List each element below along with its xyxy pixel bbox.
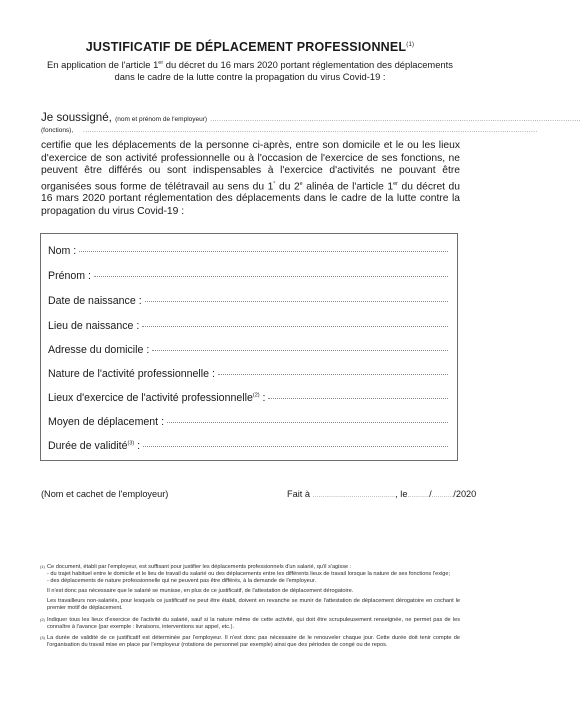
field-lieux-exercice[interactable]	[48, 392, 448, 404]
field-note-ref: (2)	[252, 392, 260, 399]
footnote-number: (2)	[40, 616, 45, 622]
field-label-text: Lieux d'exercice de l'activité professionnelle	[48, 392, 253, 404]
declarant-label: Je soussigné,	[41, 111, 112, 124]
fonctions-line	[41, 127, 538, 134]
certification-paragraph	[41, 140, 460, 218]
title-text: JUSTIFICATIF DE DÉPLACEMENT PROFESSIONNEL	[85, 40, 407, 54]
field-nature-activite[interactable]	[48, 368, 448, 380]
year-label: /2020	[453, 489, 477, 499]
footnote-text: Indiquer tous les lieux d'exercice de l'activité du salarié, sauf si la nature même de cette activité, qui doit être scrupuleusement renseignée, ne permet pas de les connaître à l'avance (par exemple : livraisons, interventions sur appel, etc.).	[47, 616, 460, 630]
dotted-fill-line	[152, 349, 448, 351]
field-date-naissance[interactable]	[48, 295, 448, 307]
field-moyen-deplacement[interactable]	[48, 416, 448, 428]
fait-label: Fait à	[287, 489, 310, 499]
body-text-2: du 2	[275, 180, 300, 192]
dotted-fill-line	[167, 421, 448, 423]
footnote-text: La durée de validité de ce justificatif est déterminée par l'employeur. Il n'est donc pas nécessaire de le renouveler chaque jour. Cette durée doit tenir compte de l'organisation du travail mise en place par l'employeur (rotations de personnel par exemple) ainsi que des périodes de congé ou de repos.	[47, 634, 460, 648]
field-label: Moyen de déplacement :	[48, 416, 165, 428]
intro-text-2: du décret du 16 mars 2020 portant réglementation des déplacements dans le cadre de la lutte contre la propagation du virus Covid-19 :	[114, 59, 453, 82]
dotted-fill-line	[143, 445, 448, 447]
footnote-text: - des déplacements de nature professionnelle qui ne peuvent pas être différés, à la demande de l'employeur.	[47, 578, 317, 585]
field-label: Nature de l'activité professionnelle :	[48, 368, 215, 380]
body-text-1: certifie que les déplacements de la personne ci-après, entre son domicile et le ou les lieux d'exercice de son activité professionnelle ou à l'occasion de l'exercice de ses fonctions, ne peuvent être différés ou sont indispensables à l'exercice d'activités ne pouvant être organisées sous forme de télétravail au sens du 1	[41, 140, 460, 192]
body-sup-3: er	[393, 180, 398, 187]
date-slash: /	[429, 489, 432, 499]
document-title	[0, 40, 500, 54]
title-note-ref: (1)	[406, 41, 415, 48]
dotted-fill-line	[218, 373, 448, 375]
body-sup-2: e	[299, 180, 303, 187]
footnote-number: (3)	[40, 634, 45, 640]
employer-stamp-label: (Nom et cachet de l'employeur)	[41, 489, 169, 499]
field-label: Prénom :	[48, 270, 91, 282]
field-label-suffix: :	[259, 392, 266, 404]
field-duree-validite[interactable]	[48, 440, 448, 452]
footnote-2	[40, 617, 460, 631]
field-label	[48, 392, 265, 404]
declarant-hint: (nom et prénom de l'employeur)	[115, 116, 208, 123]
field-label: Lieu de naissance :	[48, 320, 140, 332]
month-dots: ...........	[431, 493, 454, 499]
field-label: Date de naissance :	[48, 295, 142, 307]
day-dots: ...........	[407, 493, 430, 499]
field-label-suffix: :	[134, 440, 141, 452]
field-label-text: Durée de validité	[48, 440, 128, 452]
body-text-3: alinéa de l'article 1	[302, 180, 394, 192]
footnotes	[40, 564, 460, 652]
body-sup-1: °	[273, 180, 276, 187]
field-lieu-naissance[interactable]	[48, 320, 448, 332]
declarant-line	[41, 111, 581, 124]
fonctions-label: (fonctions),	[41, 127, 74, 134]
field-nom[interactable]	[48, 245, 448, 257]
dotted-fill-line	[94, 275, 448, 277]
field-prenom[interactable]	[48, 270, 448, 282]
footnote-text: Les travailleurs non-salariés, pour lesquels ce justificatif ne peut être établi, doivent en revanche se munir de l'attestation de déplacement dérogatoire en cochant le premier motif de déplacement.	[47, 598, 460, 612]
declarant-dots: ........................................................................................................................................................................	[210, 116, 581, 123]
le-label: , le	[395, 489, 408, 499]
fonctions-dots: ..............................................................................................................................................................................................................	[83, 127, 538, 134]
field-label: Nom :	[48, 245, 77, 257]
dotted-fill-line	[145, 300, 448, 302]
footnote-text: - du trajet habituel entre le domicile et le lieu de travail du salarié ou des déplacements entre les différents lieux de travail lorsque la nature de ses fonctions l'exige;	[47, 571, 451, 578]
place-dots: ..........................................	[312, 493, 396, 499]
dotted-fill-line	[142, 325, 448, 327]
field-label: Adresse du domicile :	[48, 344, 150, 356]
footnote-text: Il n'est donc pas nécessaire que le salarié se munisse, en plus de ce justificatif, de l'attestation de déplacement dérogatoire.	[47, 588, 354, 595]
field-adresse-domicile[interactable]	[48, 344, 448, 356]
intro-text-1: En application de l'article 1	[47, 59, 159, 71]
footnote-text: Ce document, établi par l'employeur, est suffisant pour justifier les déplacements professionnels d'un salarié, qu'il s'agisse :	[47, 564, 352, 570]
footnote-3	[40, 635, 460, 649]
footnote-number: (1)	[40, 564, 45, 569]
intro-sup: er	[158, 60, 164, 66]
footnote-1	[40, 564, 460, 613]
dotted-fill-line	[268, 397, 448, 399]
field-note-ref: (3)	[127, 440, 135, 447]
body-text-4: du décret du 16 mars 2020 portant réglementation des déplacements dans le cadre de la lutte contre la propagation du virus Covid-19 :	[41, 180, 460, 217]
intro-paragraph	[45, 58, 455, 82]
field-label	[48, 440, 140, 452]
signature-place-date[interactable]	[287, 489, 476, 499]
dotted-fill-line	[79, 250, 448, 252]
